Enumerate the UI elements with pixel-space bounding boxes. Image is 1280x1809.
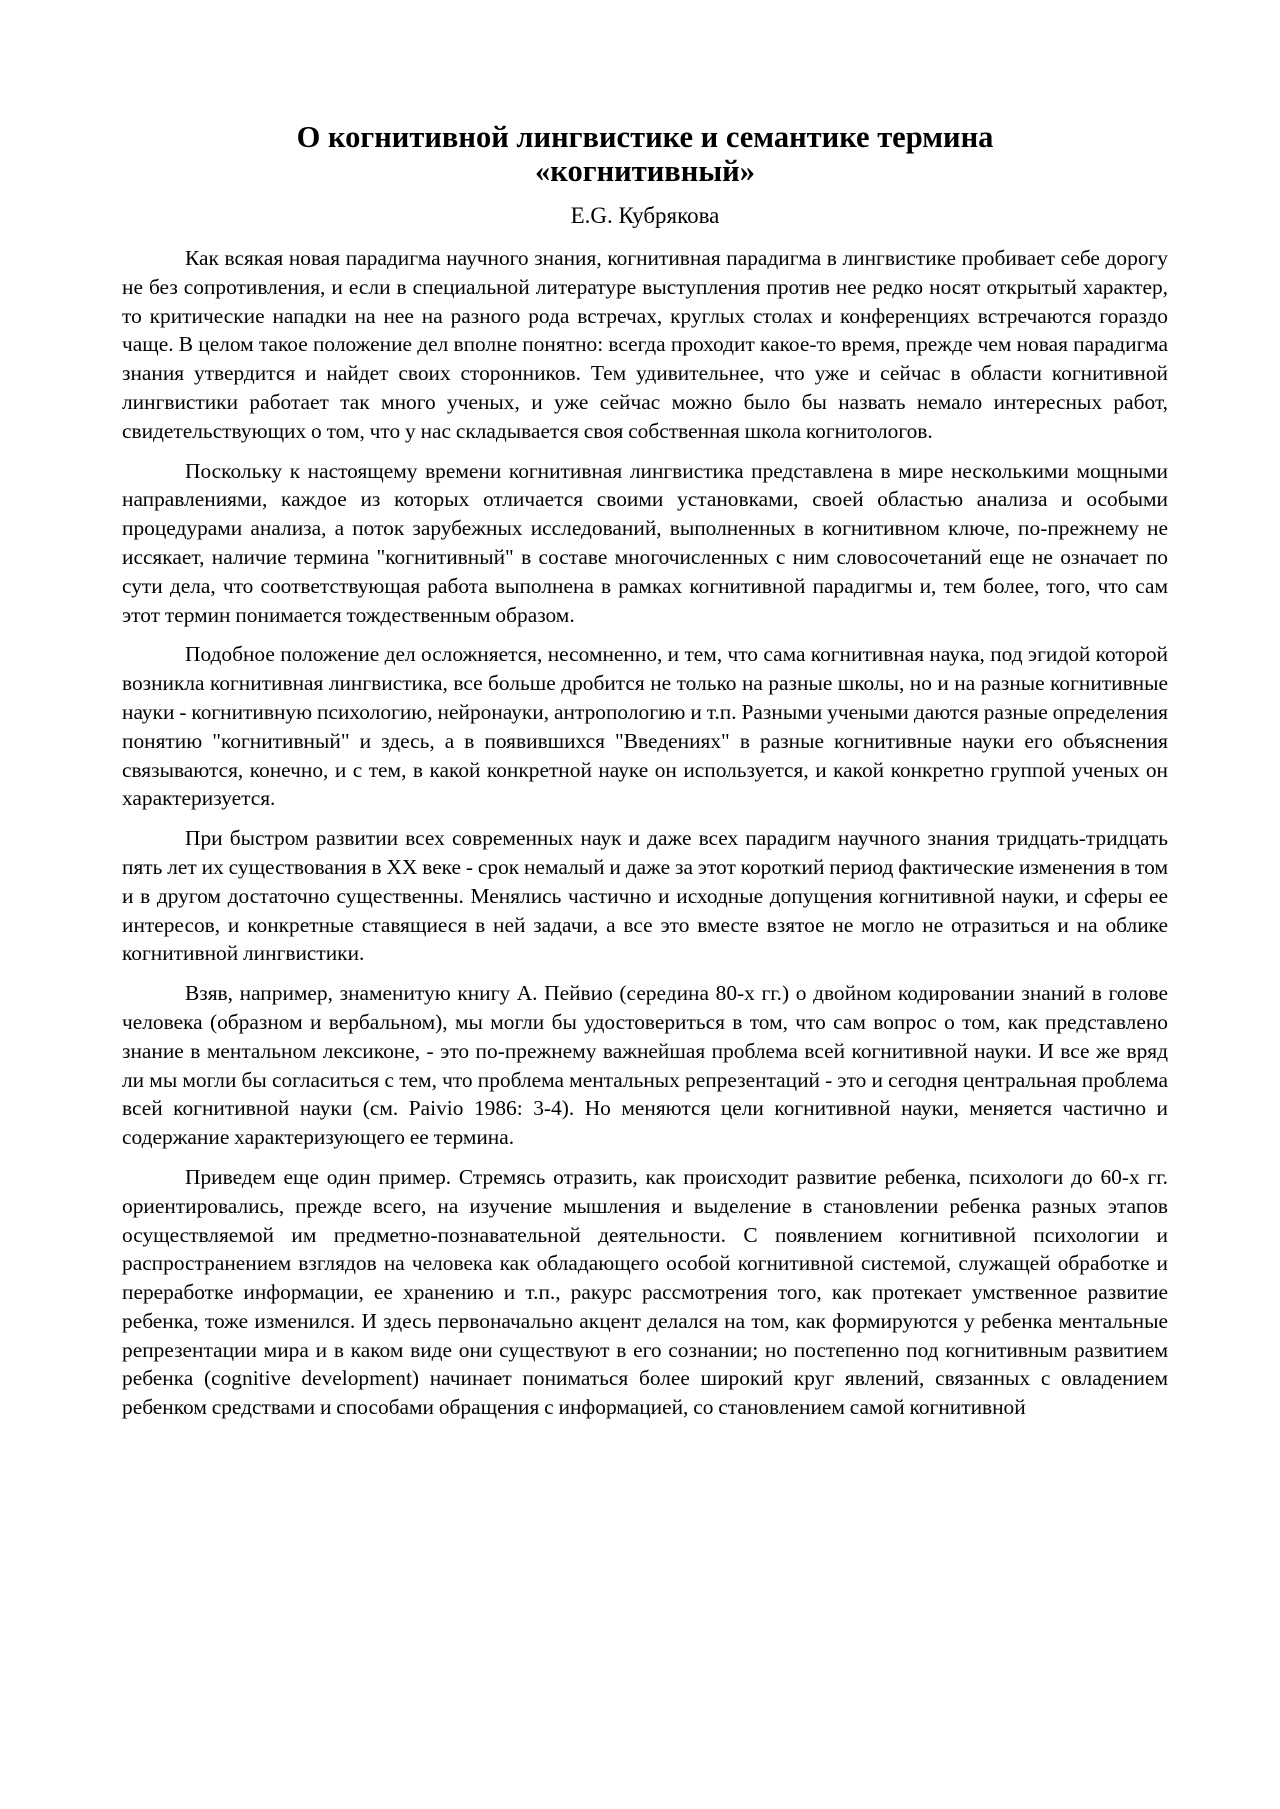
paragraph-4: При быстром развитии всех современных наук и даже всех парадигм научного знания тридцать-тридцать пять лет их существования в XX веке - срок немалый и даже за этот короткий период фактические изменения в том и в другом достаточно существенны. Менялись частично и исходные допущения когнитивной науки, и сферы ее интересов, и конкретные ставящиеся в ней задачи, а все это вместе взятое не могло не отразиться и на облике когнитивной лингвистики.	[122, 826, 1168, 966]
paragraph-3: Подобное положение дел осложняется, несомненно, и тем, что сама когнитивная наука, под эгидой которой возникла когнитивная лингвистика, все больше дробится не только на разные школы, но и на разные когнитивные науки - когнитивную психологию, нейронауки, антропологию и т.п. Разными учеными даются разные определения понятию "когнитивный" и здесь, а в появившихся "Введениях" в разные когнитивные науки его объяснения связываются, конечно, и с тем, в какой конкретной науке он используется, и какой конкретно группой ученых он характеризуется.	[122, 642, 1168, 811]
paragraph-5: Взяв, например, знаменитую книгу А. Пейвио (середина 80-х гг.) о двойном кодировании знаний в голове человека (образном и вербальном), мы могли бы удостовериться в том, что сам вопрос о том, как представлено знание в ментальном лексиконе, - это по-прежнему важнейшая проблема всей когнитивной науки. И все же вряд ли мы могли бы согласиться с тем, что проблема ментальных репрезентаций - это и сегодня центральная проблема всей когнитивной науки (см. Paivio 1986: 3-4). Но меняются цели когнитивной науки, меняется частично и содержание характеризующего ее термина.	[122, 981, 1168, 1150]
document-title	[122, 120, 1168, 188]
author-name: E.G. Кубрякова	[570, 203, 720, 228]
title-line-2: «когнитивный»	[535, 154, 755, 188]
paragraph-6: Приведем еще один пример. Стремясь отразить, как происходит развитие ребенка, психологи до 60-х гг. ориентировались, прежде всего, на изучение мышления и выделение в становлении ребенка разных этапов осуществляемой им предметно-познавательной деятельности. С появлением когнитивной психологии и распространением взглядов на человека как обладающего особой когнитивной системой, служащей обработке и переработке информации, ее хранению и т.п., ракурс рассмотрения того, как протекает умственное развитие ребенка, тоже изменился. И здесь первоначально акцент делался на том, как формируются у ребенка ментальные репрезентации мира и в каком виде они существуют в его сознании; но постепенно под когнитивным развитием ребенка (cognitive development) начинает пониматься более широкий круг явлений, связанных с овладением ребенком средствами и способами обращения с информацией, со становлением самой когнитивной	[122, 1164, 1168, 1420]
paragraph-1: Как всякая новая парадигма научного знания, когнитивная парадигма в лингвистике пробивает себе дорогу не без сопротивления, и если в специальной литературе выступления против нее редко носят открытый характер, то критические нападки на нее на разного рода встречах, круглых столах и конференциях встречаются гораздо чаще. В целом такое положение дел вполне понятно: всегда проходит какое-то время, прежде чем новая парадигма знания утвердится и найдет своих сторонников. Тем удивительнее, что уже и сейчас в области когнитивной лингвистики работает так много ученых, и уже сейчас можно было бы назвать немало интересных работ, свидетельствующих о том, что у нас складывается своя собственная школа когнитологов.	[122, 246, 1168, 443]
paragraph-2: Поскольку к настоящему времени когнитивная лингвистика представлена в мире несколькими мощными направлениями, каждое из которых отличается своими установками, своей областью анализа и особыми процедурами анализа, а поток зарубежных исследований, выполненных в когнитивном ключе, по-прежнему не иссякает, наличие термина "когнитивный" в составе многочисленных с ним словосочетаний еще не означает по сути дела, что соответствующая работа выполнена в рамках когнитивной парадигмы и, тем более, того, что сам этот термин понимается тождественным образом.	[122, 458, 1168, 627]
document-page	[122, 110, 1168, 1433]
title-line-1: О когнитивной лингвистике и семантике термина	[296, 120, 994, 154]
